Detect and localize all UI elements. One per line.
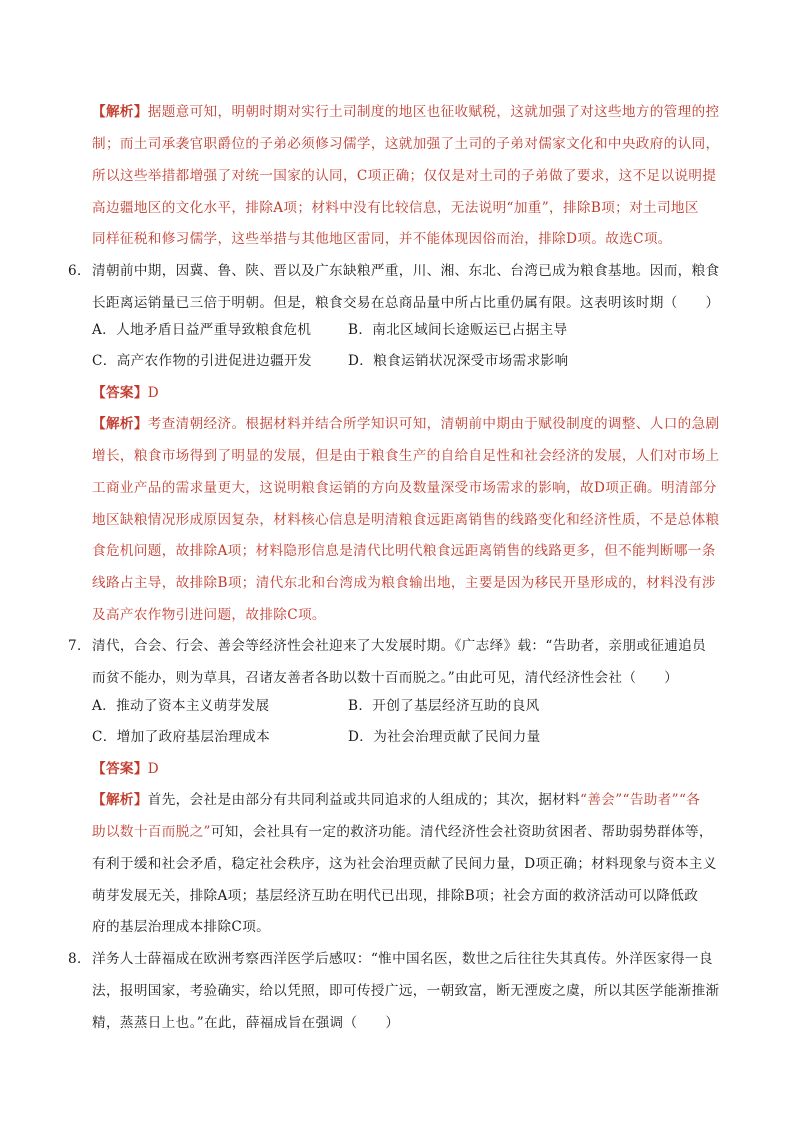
- q6-option-a: A．人地矛盾日益严重导致粮食危机: [92, 322, 312, 338]
- q5-analysis-line-2: 制；而土司承袭官职爵位的子弟必须修习儒学，这就加强了土司的子弟对儒家文化和中央政府的认同，: [92, 136, 720, 152]
- q8-stem-line-2: 法，报明国家，考验确实，给以凭照，即可传授广远，一朝致富，断无湮废之虞，所以其医学能渐推渐: [92, 983, 720, 999]
- q7-option-c: C．增加了政府基层治理成本: [92, 729, 271, 745]
- q6-analysis-line-7: 及高产农作物引进问题，故排除C项。: [92, 607, 326, 623]
- q7-analysis-line-1: 【解析】首先，会社是由部分有共同利益或共同追求的人组成的；其次，据材料“善会”“告助者”“各: [92, 792, 701, 808]
- q6-stem-line-2: 长距离运销量已三倍于明朝。但是，粮食交易在总商品量中所占比重仍属有限。这表明该时期（ ）: [92, 295, 720, 311]
- q6-option-c: C．高产农作物的引进促进边疆开发: [92, 353, 312, 369]
- q5-analysis-line-3: 所以这些举措都增强了对统一国家的认同，C项正确；仅仅是对土司的子弟做了要求，这不足以说明提: [92, 168, 717, 184]
- q7-analysis-line-4: 萌芽发展无关，排除A项；基层经济互助在明代已出现，排除B项；社会方面的救济活动可以降低政: [92, 888, 699, 904]
- analysis-tag: 【解析】: [92, 416, 148, 432]
- q7-stem-line-2: 而贫不能办，则为草具，召诸友善者各助以数十百而脱之。”由此可见，清代经济性会社（ ）: [92, 670, 679, 686]
- q6-analysis-line-4: 地区缺粮情况形成原因复杂，材料核心信息是明清粮食远距离销售的线路变化和经济性质，不是总体粮: [92, 512, 720, 528]
- q5-analysis-line-4: 高边疆地区的文化水平，排除A项；材料中没有比较信息，无法说明“加重”，排除B项；对土司地区: [92, 200, 699, 216]
- question-number: 7．: [68, 638, 91, 654]
- question-number: 8．: [68, 951, 91, 967]
- q8-stem-line-3: 精，蒸蒸日上也。”在此，薛福成旨在强调（ ）: [92, 1015, 400, 1031]
- q6-analysis-line-3: 工商业产品的需求量更大，这说明粮食运销的方向及数量深受市场需求的影响，故D项正确。明清部分: [92, 480, 717, 496]
- quoted-material: “善会”“告助者”“各: [580, 792, 701, 808]
- q5-analysis-line-1: 【解析】据题意可知，明朝时期对实行土司制度的地区也征收赋税，这就加强了对这些地方的管理的控: [92, 104, 720, 120]
- q7-analysis-line-3: 有利于缓和社会矛盾，稳定社会秩序，这为社会治理贡献了民间力量，D项正确；材料现象与资本主义: [92, 856, 717, 872]
- q6-analysis-line-6: 线路占主导，故排除B项；清代东北和台湾成为粮食输出地，主要是因为移民开垦形成的，材料没有涉: [92, 575, 716, 591]
- q7-answer: [92, 759, 159, 779]
- quoted-material: 助以数十百而脱之”: [92, 824, 211, 840]
- q7-option-a: A．推动了资本主义萌芽发展: [92, 698, 270, 714]
- q7-option-d: D．为社会治理贡献了民间力量: [348, 729, 541, 745]
- answer-value: D: [147, 385, 160, 401]
- q7-analysis-line-2: 助以数十百而脱之”可知，会社具有一定的救济功能。清代经济性会社资助贫困者、帮助弱势群体等，: [92, 824, 713, 840]
- q6-analysis-line-2: 增长，粮食市场得到了明显的发展，但是由于粮食生产的自给自足性和社会经济的发展，人们对市场上: [92, 448, 720, 464]
- analysis-tag: 【解析】: [92, 104, 148, 120]
- q6-option-b: B．南北区域间长途贩运已占据主导: [348, 322, 568, 338]
- q6-analysis-line-5: 食危机问题，故排除A项；材料隐形信息是清代比明代粮食远距离销售的线路更多，但不能判断哪一条: [92, 543, 716, 559]
- answer-tag: 【答案】: [92, 761, 148, 777]
- question-number: 6．: [68, 263, 91, 279]
- answer-value: D: [147, 761, 160, 777]
- q7-option-b: B．开创了基层经济互助的良风: [348, 698, 540, 714]
- q7-analysis-line-5: 府的基层治理成本排除C项。: [92, 919, 271, 935]
- q8-stem-line-1: 8．洋务人士薛福成在欧洲考察西洋医学后感叹：“惟中国名医，数世之后往往失其真传。外洋医家得一良: [68, 951, 713, 967]
- q6-option-d: D．粮食运销状况深受市场需求影响: [348, 353, 569, 369]
- q7-stem-line-1: 7．清代，合会、行会、善会等经济性会社迎来了大发展时期。《广志绎》载：“告助者，亲朋或征逋追员: [68, 638, 707, 654]
- q6-analysis-line-1: 【解析】考查清朝经济。根据材料并结合所学知识可知，清朝前中期由于赋役制度的调整、人口的急剧: [92, 416, 720, 432]
- analysis-tag: 【解析】: [92, 792, 148, 808]
- q6-answer: [92, 383, 159, 403]
- q6-stem-line-1: 6．清朝前中期，因冀、鲁、陕、晋以及广东缺粮严重，川、湘、东北、台湾已成为粮食基地。因而，粮食: [68, 263, 720, 279]
- answer-tag: 【答案】: [92, 385, 148, 401]
- q5-analysis-line-5: 同样征税和修习儒学，这些举措与其他地区雷同，并不能体现因俗而治，排除D项。故选C项。: [92, 231, 672, 247]
